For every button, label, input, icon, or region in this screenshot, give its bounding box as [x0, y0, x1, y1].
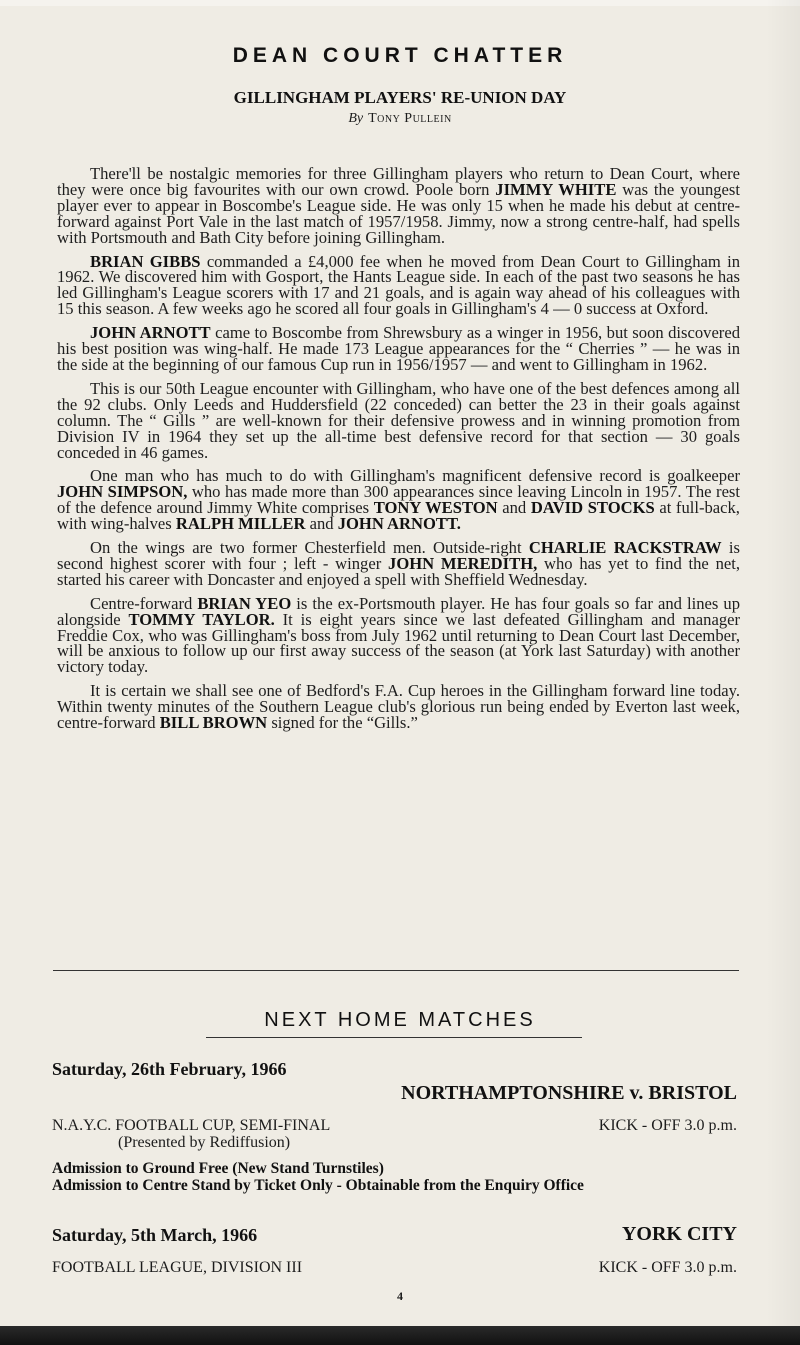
- match-1-admission-ground: Admission to Ground Free (New Stand Turnstiles): [52, 1160, 384, 1177]
- match-1-admission-stand: Admission to Centre Stand by Ticket Only - Obtainable from the Enquiry Office: [52, 1177, 584, 1194]
- player-name: TOMMY TAYLOR.: [128, 609, 275, 629]
- text-run: who has yet to find the net, started his career with Doncaster and enjoyed a spell with Sheffield Wednesday.: [57, 553, 740, 589]
- match-2-kickoff: KICK - OFF 3.0 p.m.: [598, 1259, 737, 1276]
- text-run: It is certain we shall see one of Bedford's F.A. Cup heroes in the Gillingham forward line today. Within twenty minutes of the Southern League club's glorious run being ended by Everton last week, centre-forward: [57, 681, 740, 733]
- byline: [0, 111, 800, 127]
- article-paragraph-7: [57, 593, 741, 677]
- article-paragraph-3: [57, 325, 740, 373]
- text-run: One man who has much to do with Gillingham's magnificent defensive record is goalkeeper: [90, 466, 740, 486]
- heading-underline: [206, 1037, 582, 1038]
- article-body: [57, 166, 740, 739]
- page-number: 4: [397, 1289, 403, 1303]
- match-1-competition: N.A.Y.C. FOOTBALL CUP, SEMI-FINAL: [52, 1117, 331, 1134]
- article-paragraph-2: [57, 251, 741, 319]
- player-name: TONY WESTON: [373, 498, 498, 518]
- text-run: and: [305, 514, 338, 534]
- player-name: RALPH MILLER: [175, 514, 306, 534]
- text-run: was the youngest player ever to appear in Boscombe's League side. He was only 15 when he made his debut at centre-forward against Port Vale in the last match of 1957/1958. Jimmy, now a strong centre-half, had spells with Portsmouth and Bath City before joining Gillingham.: [57, 179, 740, 247]
- player-name: BRIAN GIBBS: [90, 251, 201, 271]
- text-run: It is eight years since we last defeated Gillingham and manager Freddie Cox, who was Gillingham's boss from July 1962 until returning to Dean Court last December, will be anxious to follow up our first away success of the season (at York last Saturday) with another victory today.: [57, 609, 741, 677]
- match-1-date: Saturday, 26th February, 1966: [52, 1059, 287, 1079]
- text-run: There'll be nostalgic memories for three Gillingham players who return to Dean Court, where they were once big favourites with our own crowd. Poole born: [57, 164, 740, 199]
- section-divider: [53, 970, 739, 971]
- page-right-shadow: [766, 0, 800, 1345]
- match-2-date: Saturday, 5th March, 1966: [52, 1225, 258, 1245]
- text-run: This is our 50th League encounter with Gillingham, who have one of the best defences among all the 92 clubs. Only Leeds and Huddersfield (22 conceded) can better the 23 in their goals against column. The “ Gills ” are well-known for their defensive prowess and in winning promotion from Division IV in 1964 they set up the all-time best defensive record for that section — 30 goals conceded in 46 games.: [57, 378, 740, 462]
- player-name: JIMMY WHITE: [495, 179, 617, 199]
- match-2-teams: YORK CITY: [621, 1223, 737, 1245]
- byline-prefix: By: [348, 111, 364, 126]
- player-name: JOHN MEREDITH,: [388, 553, 538, 573]
- text-run: at full-back, with wing-halves: [57, 498, 740, 534]
- match-2-competition: FOOTBALL LEAGUE, DIVISION III: [52, 1259, 303, 1276]
- player-name: CHARLIE RACKSTRAW: [528, 538, 722, 558]
- player-name: BILL BROWN: [159, 713, 268, 733]
- text-run: is second highest scorer with four ; left - winger: [57, 538, 740, 573]
- player-name: JOHN SIMPSON,: [57, 482, 188, 502]
- page-bottom-edge: [0, 1326, 800, 1345]
- article-paragraph-8: [57, 683, 740, 731]
- article-paragraph-4: [57, 378, 740, 462]
- text-run: Centre-forward: [90, 593, 198, 613]
- text-run: and: [497, 498, 531, 518]
- next-home-matches-heading: NEXT HOME MATCHES: [264, 1009, 536, 1031]
- player-name: JOHN ARNOTT: [90, 323, 211, 343]
- text-run: who has made more than 300 appearances since leaving Lincoln in 1957. The rest of the defence around Jimmy White comprises: [57, 482, 740, 518]
- player-name: DAVID STOCKS: [530, 498, 655, 518]
- article-paragraph-6: [57, 540, 740, 588]
- page-title: DEAN COURT CHATTER: [232, 44, 568, 67]
- article-paragraph-1: [57, 166, 740, 246]
- author-name: Tony Pullein: [368, 111, 452, 126]
- page-top-edge: [0, 0, 800, 6]
- match-1-kickoff: KICK - OFF 3.0 p.m.: [598, 1117, 737, 1134]
- match-1-sponsor: (Presented by Rediffusion): [118, 1134, 291, 1151]
- text-run: signed for the “Gills.”: [267, 713, 418, 733]
- article-paragraph-5: [57, 468, 740, 532]
- player-name: BRIAN YEO: [197, 593, 292, 613]
- article-subtitle: GILLINGHAM PLAYERS' RE-UNION DAY: [233, 88, 567, 107]
- text-run: came to Boscombe from Shrewsbury as a winger in 1956, but soon discovered his best position was wing-half. He made 173 League appearances for the “ Cherries ” — he was in the side at the beginning of our famous Cup run in 1956/1957 — and went to Gillingham in 1962.: [57, 323, 740, 374]
- text-run: On the wings are two former Chesterfield men. Outside-right: [90, 538, 529, 558]
- text-run: is the ex-Portsmouth player. He has four goals so far and lines up alongside: [57, 593, 740, 629]
- match-1-teams: NORTHAMPTONSHIRE v. BRISTOL: [401, 1082, 737, 1104]
- text-run: commanded a £4,000 fee when he moved from Dean Court to Gillingham in 1962. We discovered him with Gosport, the Hants League side. In each of the past two seasons he has led Gillingham's League scorers with 17 and 21 goals, and is again way ahead of his colleagues with 15 this season. A few weeks ago he scored all four goals in Gillingham's 4 — 0 success at Oxford.: [57, 251, 741, 319]
- player-name: JOHN ARNOTT.: [337, 514, 461, 534]
